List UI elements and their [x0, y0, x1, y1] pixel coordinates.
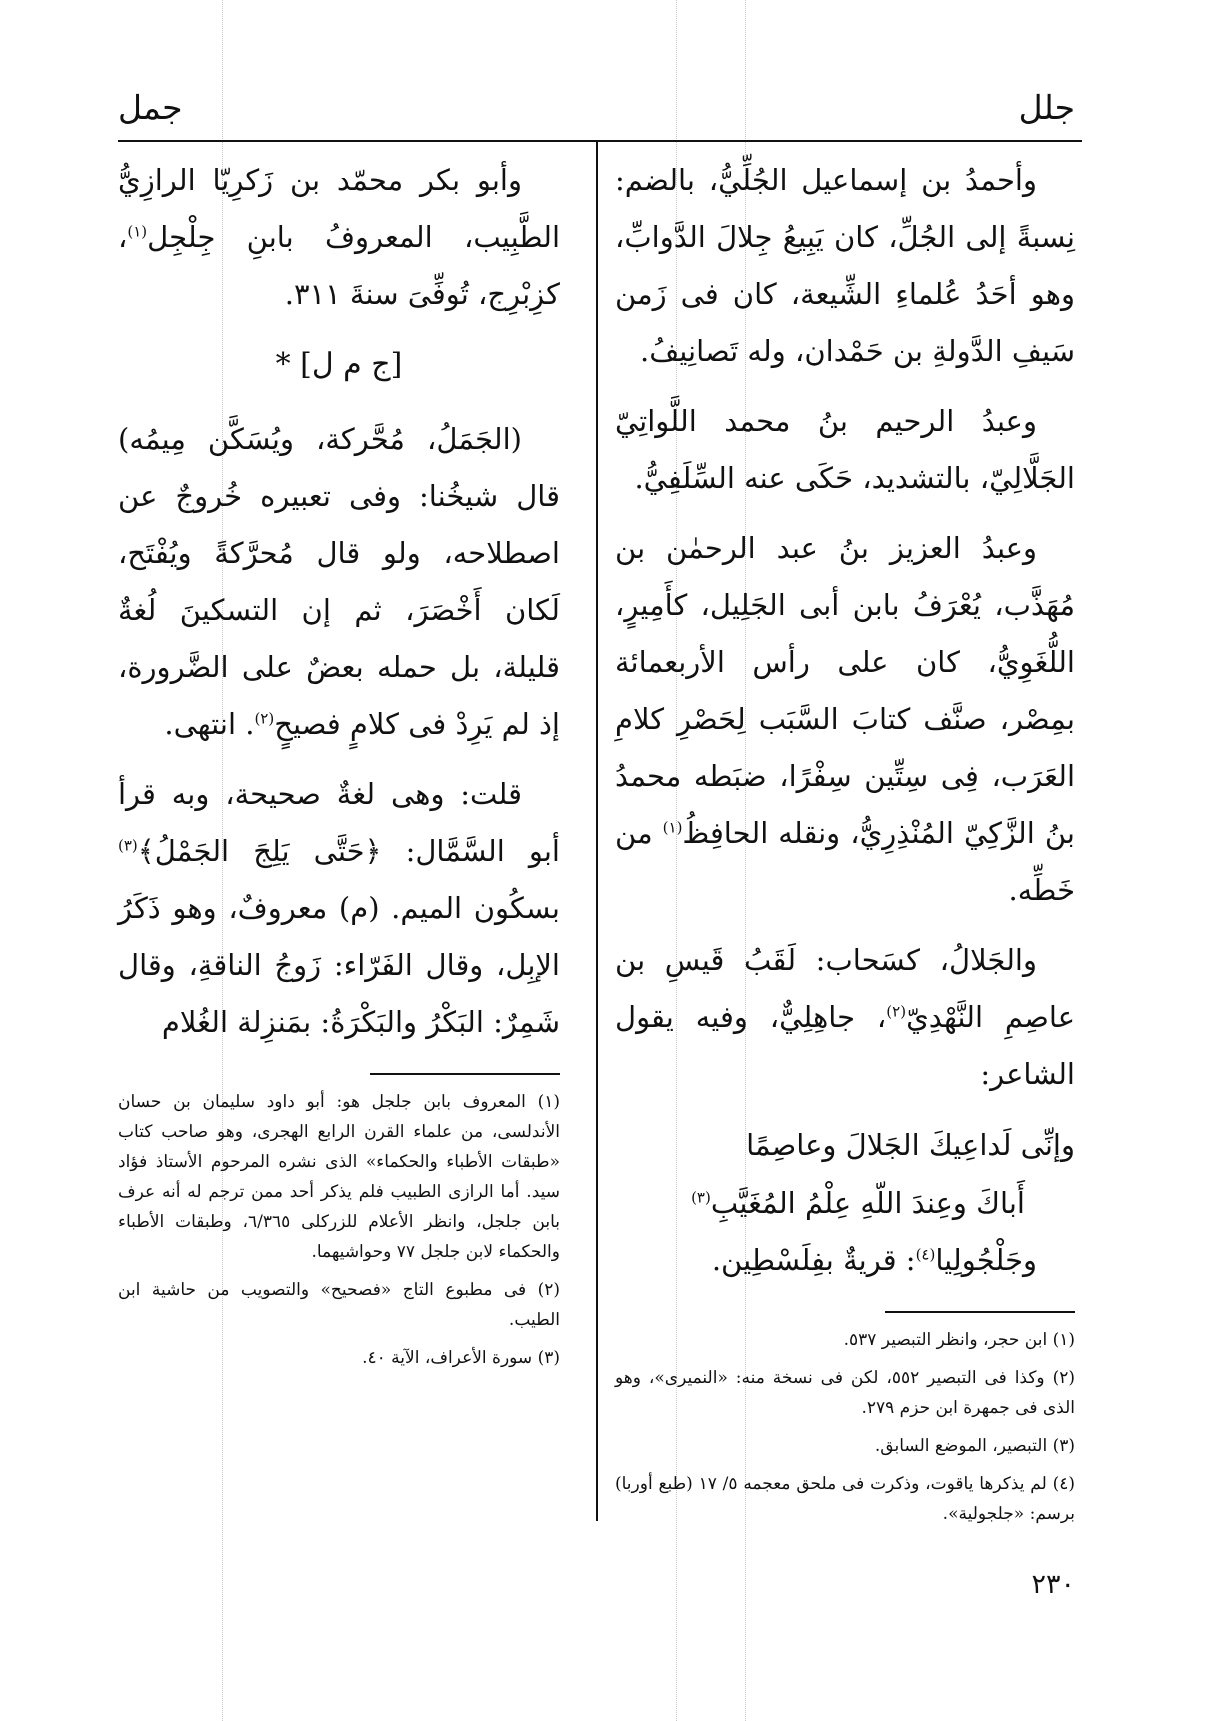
paragraph-text: وعبدُ العزيز بنُ عبد الرحمٰن بن مُهَذَّب، يُعْرَفُ بابن أبى الجَلِيل، كأَمِيرٍ، اللُّغَوِيُّ، كان على رأس الأربعمائة بمِصْر، صنَّف كتابَ السَّبَب لِحَصْرِ كلامِ العَرَب، فِى سِتِّين سِفْرًا، ضبَطه محمدُ بنُ الزَّكِيّ المُنْذِرِيُّ، ونقله الحافِظُ — [615, 531, 1075, 850]
header-rule — [118, 140, 1082, 142]
paragraph-text: بسكُون الميم. (م) معروفٌ، وهو ذَكَرُ الإبِل، وقال الفَرّاء: زَوجُ الناقةِ، وقال شَمِرٌ: البَكْرُ والبَكْرَةُ: بمَنزِلة الغُلام — [118, 891, 560, 1039]
paragraph-text: : قريةٌ بفِلَسْطِين. — [711, 1243, 916, 1277]
footnote-rule — [885, 1311, 1075, 1313]
paragraph-text: من خَطِّه. — [615, 816, 1075, 907]
footnote-marker[interactable]: (١) — [127, 222, 148, 241]
poem-line — [615, 1174, 1075, 1232]
entry-paragraph — [615, 932, 1075, 1103]
entry-paragraph — [118, 152, 560, 323]
footnote-rule — [370, 1073, 560, 1075]
footnote: (٣) التبصير، الموضع السابق. — [874, 1436, 1075, 1456]
paragraph-text: ، كزِبْرِج، تُوفِّىَ سنةَ ٣١١. — [118, 220, 560, 311]
column-divider — [596, 141, 598, 1521]
header-right-word: جلل — [1018, 88, 1075, 127]
paragraph-text: قلت: وهى لغةٌ صحيحة، وبه قرأ أبو السَّمَّال: ﴿حَتَّى يَلِجَ الجَمْلُ﴾ — [118, 777, 560, 868]
paragraph-text: ، جاهِلِيٌّ، وفيه يقول الشاعر: — [615, 1000, 1075, 1091]
paragraph-text: وجَلْجُولِيا — [935, 1243, 1037, 1277]
footnote: (١) ابن حجر، وانظر التبصير ٥٣٧. — [843, 1330, 1075, 1350]
footnote: (٣) سورة الأعراف، الآية ٤٠. — [362, 1348, 560, 1368]
paragraph-text: . انتهى. — [164, 707, 255, 741]
footnote-marker[interactable]: (٢) — [254, 709, 275, 728]
entry-paragraph — [118, 411, 560, 753]
footnote: (١) المعروف بابن جلجل هو: أبو داود سليمان بن حسان الأندلسى، من علماء القرن الرابع الهجرى، وهو صاحب كتاب «طبقات الأطباء والحكماء» الذى نشره المرحوم الأستاذ فؤاد سيد. أما الرازى الطبيب فلم يذكر أحد ممن ترجم له أنه عرف بابن جلجل، وانظر الأعلام للزركلى ٦/٣٦٥، وطبقات الأطباء والحكماء لابن جلجل ٧٧ وحواشيهما. — [118, 1092, 560, 1262]
footnote-marker[interactable]: (٣) — [691, 1188, 711, 1207]
page-number: ٢٣٠ — [1031, 1569, 1075, 1600]
footnote-marker[interactable]: (٢) — [886, 1002, 907, 1021]
footnote-marker[interactable]: (٤) — [915, 1245, 936, 1264]
poem-line: وإنِّى لَداعِيكَ الجَلالَ وعاصِمًا — [746, 1128, 1075, 1162]
entry-paragraph — [615, 1232, 1075, 1289]
entry-paragraph — [118, 766, 560, 1051]
paragraph-text: (الجَمَلُ، مُحَّركة، ويُسَكَّن مِيمُه) قال شيخُنا: وفى تعبيره خُروجٌ عن اصطلاحه، ولو قال مُحرَّكةً ويُفْتَح، لَكان أَخْصَرَ، ثم إن التسكينَ لُغةٌ قليلة، بل حمله بعضٌ على الضَّرورة، إذ لم يَرِدْ فى كلامٍ فصيحٍ — [118, 422, 560, 741]
footnote-marker[interactable]: (١) — [662, 818, 683, 837]
poem-text: أَباكَ وعِندَ اللّهِ عِلْمُ المُغَيَّبِ — [710, 1186, 1025, 1220]
footnote: (٢) فى مطبوع التاج «فصحيح» والتصويب من حاشية ابن الطيب. — [118, 1280, 560, 1330]
left-column — [118, 152, 560, 1381]
right-column — [615, 152, 1075, 1537]
paragraph-text: والجَلالُ، كسَحاب: لَقَبُ قَيسِ بن عاصِمِ النَّهْدِيّ — [615, 943, 1075, 1034]
entry-paragraph: وعبدُ الرحيم بنُ محمد اللَّواتِيّ الجَلَّالِيّ، بالتشديد، حَكَى عنه السِّلَفِيُّ. — [615, 404, 1075, 495]
header-left-word: جمل — [118, 88, 183, 127]
footnote: (٤) لم يذكرها ياقوت، وذكرت فى ملحق معجمه ٥/ ١٧ (طبع أوربا) برسم: «جلجولية». — [615, 1474, 1075, 1524]
section-heading: [ج م ل] * — [275, 347, 403, 382]
entry-paragraph: وأحمدُ بن إسماعيل الجُلِّيُّ، بالضم: نِسبةً إلى الجُلِّ، كان يَبِيعُ جِلالَ الدَّوابِّ، وهو أحَدُ عُلماءِ الشِّيعة، كان فى زَمن سَيفِ الدَّولةِ بن حَمْدان، وله تَصانِيفُ. — [615, 163, 1075, 368]
footnote-marker[interactable]: (٣) — [118, 836, 138, 855]
footnote: (٢) وكذا فى التبصير ٥٥٢، لكن فى نسخة منه: «النميرى»، وهو الذى فى جمهرة ابن حزم ٢٧٩. — [615, 1368, 1075, 1418]
paragraph-text: وأبو بكر محمّد بن زَكرِيّا الرازِيُّ الطَّبِيب، المعروفُ بابنِ جِلْجِل — [118, 163, 560, 254]
entry-paragraph — [615, 520, 1075, 919]
